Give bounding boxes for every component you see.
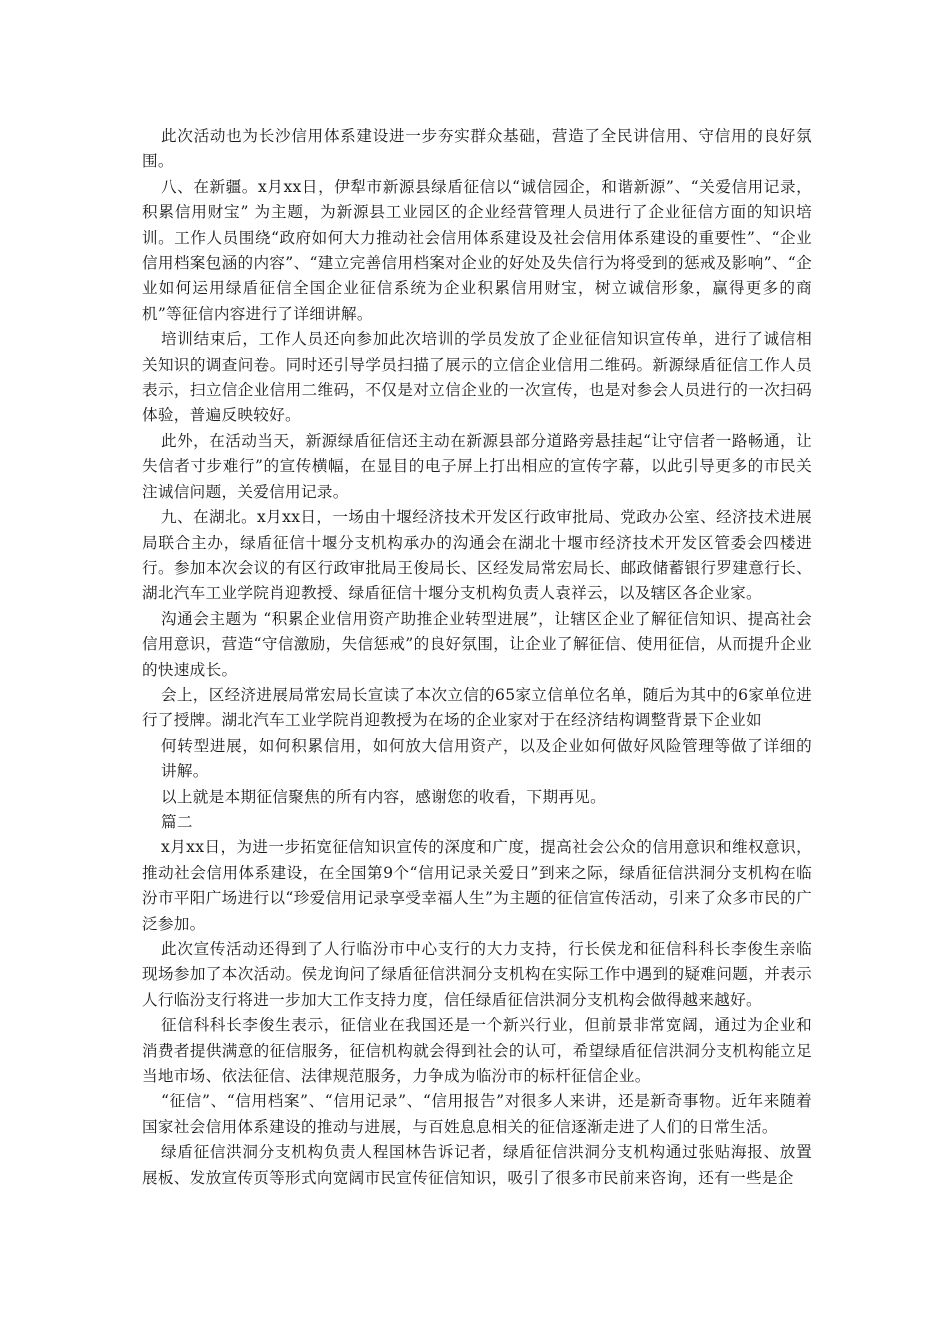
paragraph-1: 此次活动也为长沙信用体系建设进一步夯实群众基础，营造了全民讲信用、守信用的良好氛围。 <box>142 127 812 171</box>
paragraph-2: 八、在新疆。x月xx日，伊犁市新源县绿盾征信以“诚信园企，和谐新源”、“关爱信用记录，积累信用财宝” 为主题，为新源县工业园区的企业经营管理人员进行了企业征信方面的知识培训。工作人员围绕“政府如何大力推动社会信用体系建设及社会信用体系建设的重要性”、“企业信用档案包涵的内容”、“建立完善信用档案对企业的好处及失信行为将受到的惩戒及影响”、“企业如何运用绿盾征信全国企业征信系统为企业积累信用财宝，树立诚信形象，赢得更多的商机”等征信内容进行了详细讲解。 <box>142 177 812 323</box>
document-page <box>142 124 812 1191</box>
section-heading: 篇二 <box>161 812 193 831</box>
paragraph-14: “征信”、“信用档案”、“信用记录”、“信用报告”对很多人来讲，还是新奇事物。近年来随着国家社会信用体系建设的推动与进展，与百姓息息相关的征信逐渐走进了人们的日常生活。 <box>142 1092 812 1136</box>
paragraph-13: 征信科科长李俊生表示，征信业在我国还是一个新兴行业，但前景非常宽阔，通过为企业和消费者提供满意的征信服务，征信机构就会得到社会的认可，希望绿盾征信洪洞分支机构能立足当地市场、依法征信、法律规范服务，力争成为临汾市的标杆征信企业。 <box>142 1016 812 1086</box>
paragraph-4: 此外，在活动当天，新源绿盾征信还主动在新源县部分道路旁悬挂起“让守信者一路畅通，让失信者寸步难行”的宣传横幅，在显目的电子屏上打出相应的宣传字幕，以此引导更多的市民关注诚信问题，关爱信用记录。 <box>142 431 812 501</box>
paragraph-11: x月xx日，为进一步拓宽征信知识宣传的深度和广度，提高社会公众的信用意识和维权意识，推动社会信用体系建设，在全国第9个“信用记录关爱日”到来之际，绿盾征信洪洞分支机构在临汾市平阳广场进行以“珍爱信用记录享受幸福人生”为主题的征信宣传活动，引来了众多市民的广泛参加。 <box>142 838 812 933</box>
paragraph-9: 以上就是本期征信聚焦的所有内容，感谢您的收看，下期再见。 <box>161 787 607 806</box>
paragraph-8: 何转型进展，如何积累信用，如何放大信用资产，以及企业如何做好风险管理等做了详细的讲解。 <box>161 736 812 781</box>
paragraph-5: 九、在湖北。x月xx日，一场由十堰经济技术开发区行政审批局、党政办公室、经济技术进展局联合主办，绿盾征信十堰分支机构承办的沟通会在湖北十堰市经济技术开发区管委会四楼进行。参加本次会议的有区行政审批局王俊局长、区经发局常宏局长、邮政储蓄银行罗建意行长、湖北汽车工业学院肖迎教授、绿盾征信十堰分支机构负责人袁祥云，以及辖区各企业家。 <box>142 508 812 603</box>
paragraph-12: 此次宣传活动还得到了人行临汾市中心支行的大力支持，行长侯龙和征信科科长李俊生亲临现场参加了本次活动。侯龙询问了绿盾征信洪洞分支机构在实际工作中遇到的疑难问题，并表示人行临汾支行将进一步加大工作支持力度，信任绿盾征信洪洞分支机构会做得越来越好。 <box>142 940 812 1009</box>
paragraph-7: 会上，区经济进展局常宏局长宣读了本次立信的65家立信单位名单，随后为其中的6家单位进行了授牌。湖北汽车工业学院肖迎教授为在场的企业家对于在经济结构调整背景下企业如 <box>142 685 812 730</box>
paragraph-3: 培训结束后，工作人员还向参加此次培训的学员发放了企业征信知识宣传单，进行了诚信相关知识的调查问卷。同时还引导学员扫描了展示的立信企业信用二维码。新源绿盾征信工作人员表示，扫立信企业信用二维码，不仅是对立信企业的一次宣传，也是对参会人员进行的一次扫码体验，普遍反映较好。 <box>142 330 812 425</box>
paragraph-15: 绿盾征信洪洞分支机构负责人程国林告诉记者，绿盾征信洪洞分支机构通过张贴海报、放置展板、发放宣传页等形式向宽阔市民宣传征信知识，吸引了很多市民前来咨询，还有一些是企 <box>142 1143 812 1187</box>
paragraph-6: 沟通会主题为 “积累企业信用资产助推企业转型进展”，让辖区企业了解征信知识、提高社会信用意识，营造“守信激励，失信惩戒”的良好氛围，让企业了解征信、使用征信，从而提升企业的快速成长。 <box>142 609 812 679</box>
